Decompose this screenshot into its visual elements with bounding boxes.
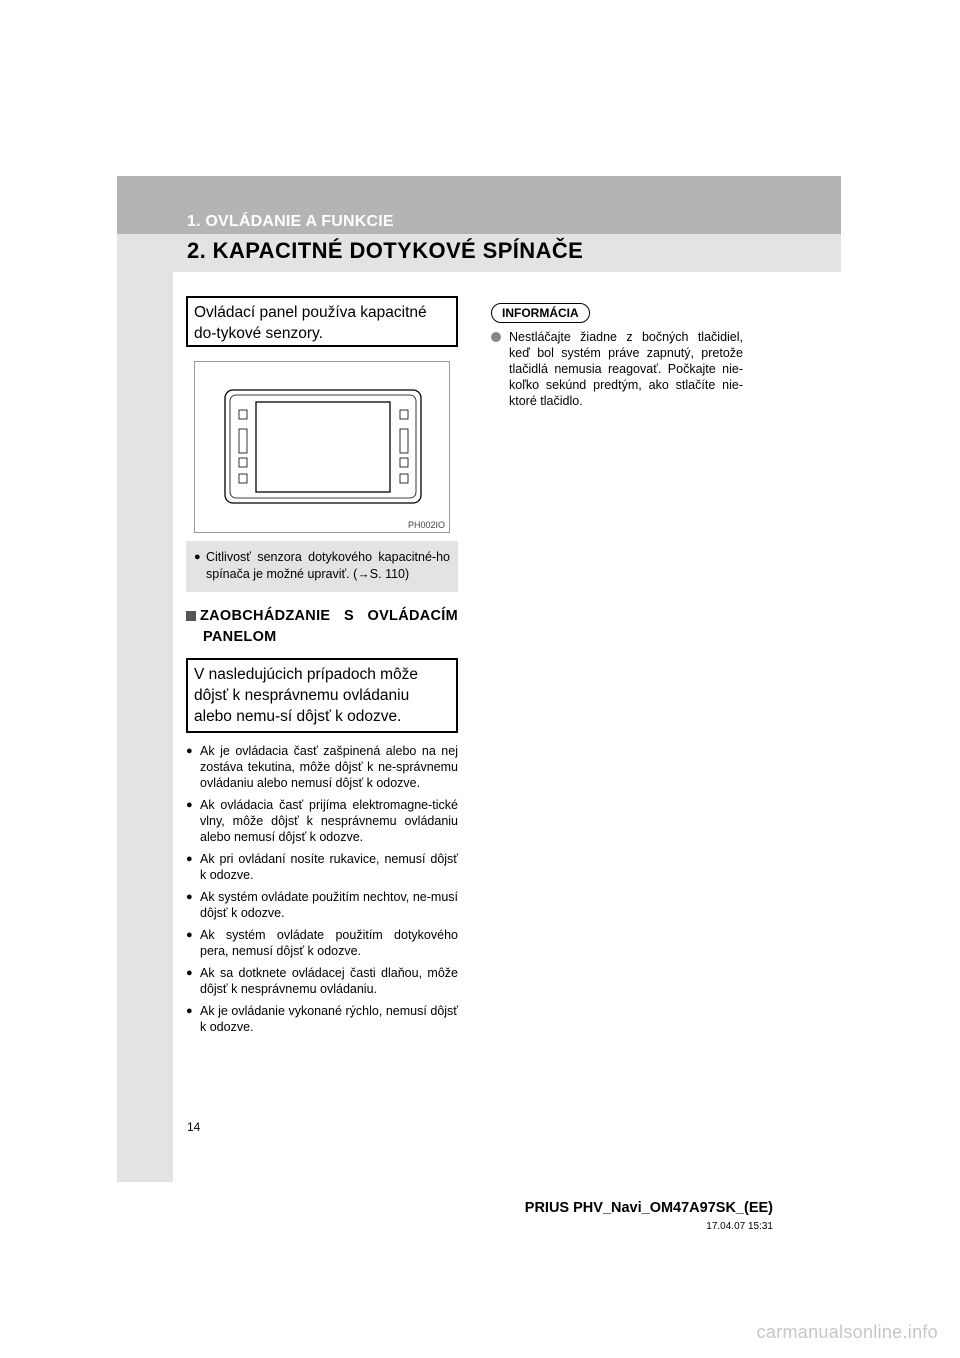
warning-box: V nasledujúcich prípadoch môže dôjsť k nesprávnemu ovládaniu alebo nemu-sí dôjsť k odozve. [186, 658, 458, 733]
control-panel-figure [194, 361, 450, 533]
subsection-heading [186, 606, 458, 627]
info-text: Nestláčajte žiadne z bočných tlačidiel, keď bol systém práve zapnutý, pretože tlačidlá nemusia reagovať. Počkajte nie-koľko sekúnd predtým, ako stlačíte nie-ktoré tlačidlo. [509, 330, 743, 408]
list-item [186, 927, 458, 959]
list-item [186, 889, 458, 921]
bullet-icon: ● [194, 551, 201, 563]
footer-stamp: 17.04.07 15:31 [706, 1221, 773, 1232]
square-icon [186, 611, 196, 621]
bullet-icon: ● [186, 853, 193, 865]
list-item-text: Ak je ovládacia časť zašpinená alebo na nej zostáva tekutina, môže dôjsť k ne-správnemu ovládaniu alebo nemusí dôjsť k odozve. [200, 744, 458, 790]
bullet-icon: ● [186, 891, 193, 903]
subsection-heading-line2: PANELOM [203, 629, 277, 645]
right-column [491, 303, 743, 409]
bullet-icon: ● [186, 967, 193, 979]
list-item-text: Ak sa dotknete ovládacej časti dlaňou, môže dôjsť k nesprávnemu ovládaniu. [200, 966, 458, 996]
info-tag: INFORMÁCIA [491, 303, 590, 323]
list-item [186, 851, 458, 883]
list-item-text: Ak je ovládanie vykonané rýchlo, nemusí dôjsť k odozve. [200, 1004, 458, 1034]
page-title: 2. KAPACITNÉ DOTYKOVÉ SPÍNAČE [187, 238, 584, 263]
list-item [186, 965, 458, 997]
list-item [186, 743, 458, 791]
circle-bullet-icon [491, 332, 501, 342]
list-item-text: Ak systém ovládate použitím nechtov, ne-musí dôjsť k odozve. [200, 890, 458, 920]
page-number: 14 [187, 1120, 201, 1134]
control-panel-illustration [195, 362, 449, 532]
list-item-text: Ak ovládacia časť prijíma elektromagne-tické vlny, môže dôjsť k nesprávnemu ovládaniu alebo nemusí dôjsť k odozve. [200, 798, 458, 844]
list-item [186, 1003, 458, 1035]
info-item [491, 329, 743, 409]
note-box [186, 541, 458, 592]
intro-box: Ovládací panel používa kapacitné do-tykové senzory. [186, 296, 458, 347]
subsection-heading-line1: ZAOBCHÁDZANIE S OVLÁDACÍM [200, 608, 458, 624]
list-item [186, 797, 458, 845]
left-column [186, 296, 458, 1041]
footer-doc-id: PRIUS PHV_Navi_OM47A97SK_(EE) [524, 1200, 773, 1216]
side-strip [117, 176, 173, 1182]
bullet-icon: ● [186, 799, 193, 811]
bullet-icon: ● [186, 1005, 193, 1017]
cases-list [186, 743, 458, 1035]
figure-label: PH002IO [407, 520, 445, 530]
watermark: carmanualsonline.info [756, 1322, 938, 1342]
bullet-icon: ● [186, 929, 193, 941]
bullet-icon: ● [186, 745, 193, 757]
list-item-text: Ak systém ovládate použitím dotykového pera, nemusí dôjsť k odozve. [200, 928, 458, 958]
note-item [194, 549, 450, 583]
section-label: 1. OVLÁDANIE A FUNKCIE [187, 213, 394, 230]
list-item-text: Ak pri ovládaní nosíte rukavice, nemusí dôjsť k odozve. [200, 852, 458, 882]
note-text: Citlivosť senzora dotykového kapacitné-ho spínača je možné upraviť. (→S. 110) [206, 550, 450, 581]
